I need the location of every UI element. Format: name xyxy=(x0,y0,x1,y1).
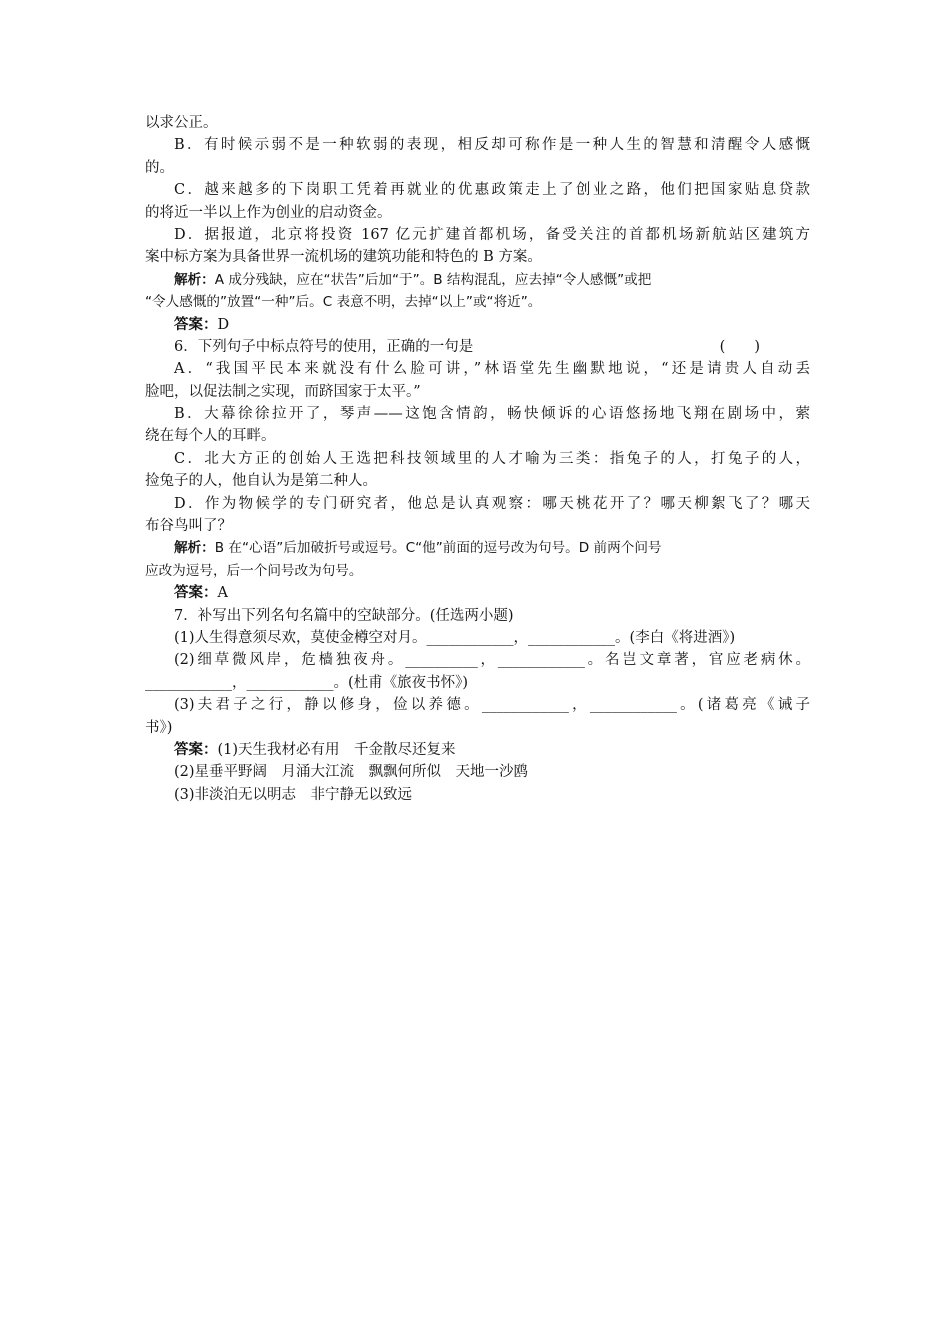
q5-option-b-line2: 的。 xyxy=(145,159,174,176)
q7-item3-line1: (3)夫君子之行，静以修身，俭以养德。____________，____________。(诸葛亮《诫子 xyxy=(174,697,810,714)
q5-analysis-line2: “令人感慨的”放置“一种”后。C 表意不明，去掉“以上”或“将近”。 xyxy=(145,294,542,311)
q6-answer-label: 答案： xyxy=(174,584,218,602)
q7-item1: (1)人生得意须尽欢，莫使金樽空对月。____________，____________。(李白《将进酒》) xyxy=(174,629,736,646)
q5-option-c-line2: 的将近一半以上作为创业的启动资金。 xyxy=(145,204,392,221)
q6-analysis-line2: 应改为逗号，后一个问号改为句号。 xyxy=(145,562,363,579)
q7-answer-1: (1)天生我材必有用 千金散尽还复来 xyxy=(217,741,456,758)
q7-item2-line1: (2)细草微风岸，危樯独夜舟。__________，____________。名岂文章著，官应老病休。 xyxy=(174,652,810,669)
q7-answer-3: (3)非淡泊无以明志 非宁静无以致远 xyxy=(174,786,413,803)
q5-analysis-line1 xyxy=(145,269,810,291)
q6-stem xyxy=(145,336,810,358)
q6-option-d-line2: 布谷鸟叫了？ xyxy=(145,518,232,535)
q5-answer-value: D xyxy=(217,316,230,333)
q6-option-d-line1: D．作为物候学的专门研究者，他总是认真观察：哪天桃花开了？哪天柳絮飞了？哪天 xyxy=(174,495,810,512)
q6-stem-text: 6．下列句子中标点符号的使用，正确的一句是 xyxy=(174,338,474,355)
q7-stem: 7．补写出下列名句名篇中的空缺部分。(任选两小题) xyxy=(174,607,514,624)
q5-analysis-text: A 成分残缺，应在“状告”后加“于”。B 结构混乱，应去掉“令人感慨”或把 xyxy=(214,271,652,288)
q6-option-a-line2: 脸吧，以促法制之实现，而跻国家于太平。” xyxy=(145,383,421,400)
q6-answer-bracket: ( ) xyxy=(719,338,760,355)
q6-option-c-line1: C．北大方正的创始人王选把科技领域里的人才喻为三类：指兔子的人，打兔子的人， xyxy=(174,450,810,467)
q5-answer-label: 答案： xyxy=(174,315,218,333)
q5-analysis-label: 解析： xyxy=(174,271,215,288)
q5-option-c-line1: C．越来越多的下岗职工凭着再就业的优惠政策走上了创业之路，他们把国家贴息贷款 xyxy=(174,182,810,199)
q6-option-b-line1: B．大幕徐徐拉开了，琴声——这饱含情韵，畅快倾诉的心语悠扬地飞翔在剧场中，萦 xyxy=(174,406,810,423)
q6-analysis-line1 xyxy=(145,537,810,559)
q6-option-a-line1: A．“我国平民本来就没有什么脸可讲，”林语堂先生幽默地说，“还是请贵人自动丢 xyxy=(174,361,810,378)
q7-answer-line1 xyxy=(145,739,810,761)
q6-answer-value: A xyxy=(217,585,228,602)
q6-answer xyxy=(145,582,810,604)
q5-option-b-line1: B．有时候示弱不是一种软弱的表现，相反却可称作是一种人生的智慧和清醒令人感慨 xyxy=(174,137,810,154)
q5-answer xyxy=(145,314,810,336)
q5-option-a-continuation: 以求公正。 xyxy=(145,115,218,131)
q6-analysis-text: B 在“心语”后加破折号或逗号。C“他”前面的逗号改为句号。D 前两个问号 xyxy=(214,540,662,557)
q5-option-d-line2: 案中标方案为具备世界一流机场的建筑功能和特色的 B 方案。 xyxy=(145,249,542,266)
q5-option-d-line1: D．据报道，北京将投资 167 亿元扩建首都机场，备受关注的首都机场新航站区建筑方 xyxy=(174,226,810,243)
q6-option-b-line2: 绕在每个人的耳畔。 xyxy=(145,428,276,445)
q6-analysis-label: 解析： xyxy=(174,540,215,557)
document-page xyxy=(145,112,810,806)
q7-answer-label: 答案： xyxy=(174,740,218,758)
q6-option-c-line2: 捡兔子的人，他自认为是第二种人。 xyxy=(145,473,377,490)
q7-item3-line2: 书》) xyxy=(145,719,173,736)
q7-item2-line2: ____________，____________。(杜甫《旅夜书怀》) xyxy=(145,674,469,691)
q7-answer-2: (2)星垂平野阔 月涌大江流 飘飘何所似 天地一沙鸥 xyxy=(174,764,529,781)
